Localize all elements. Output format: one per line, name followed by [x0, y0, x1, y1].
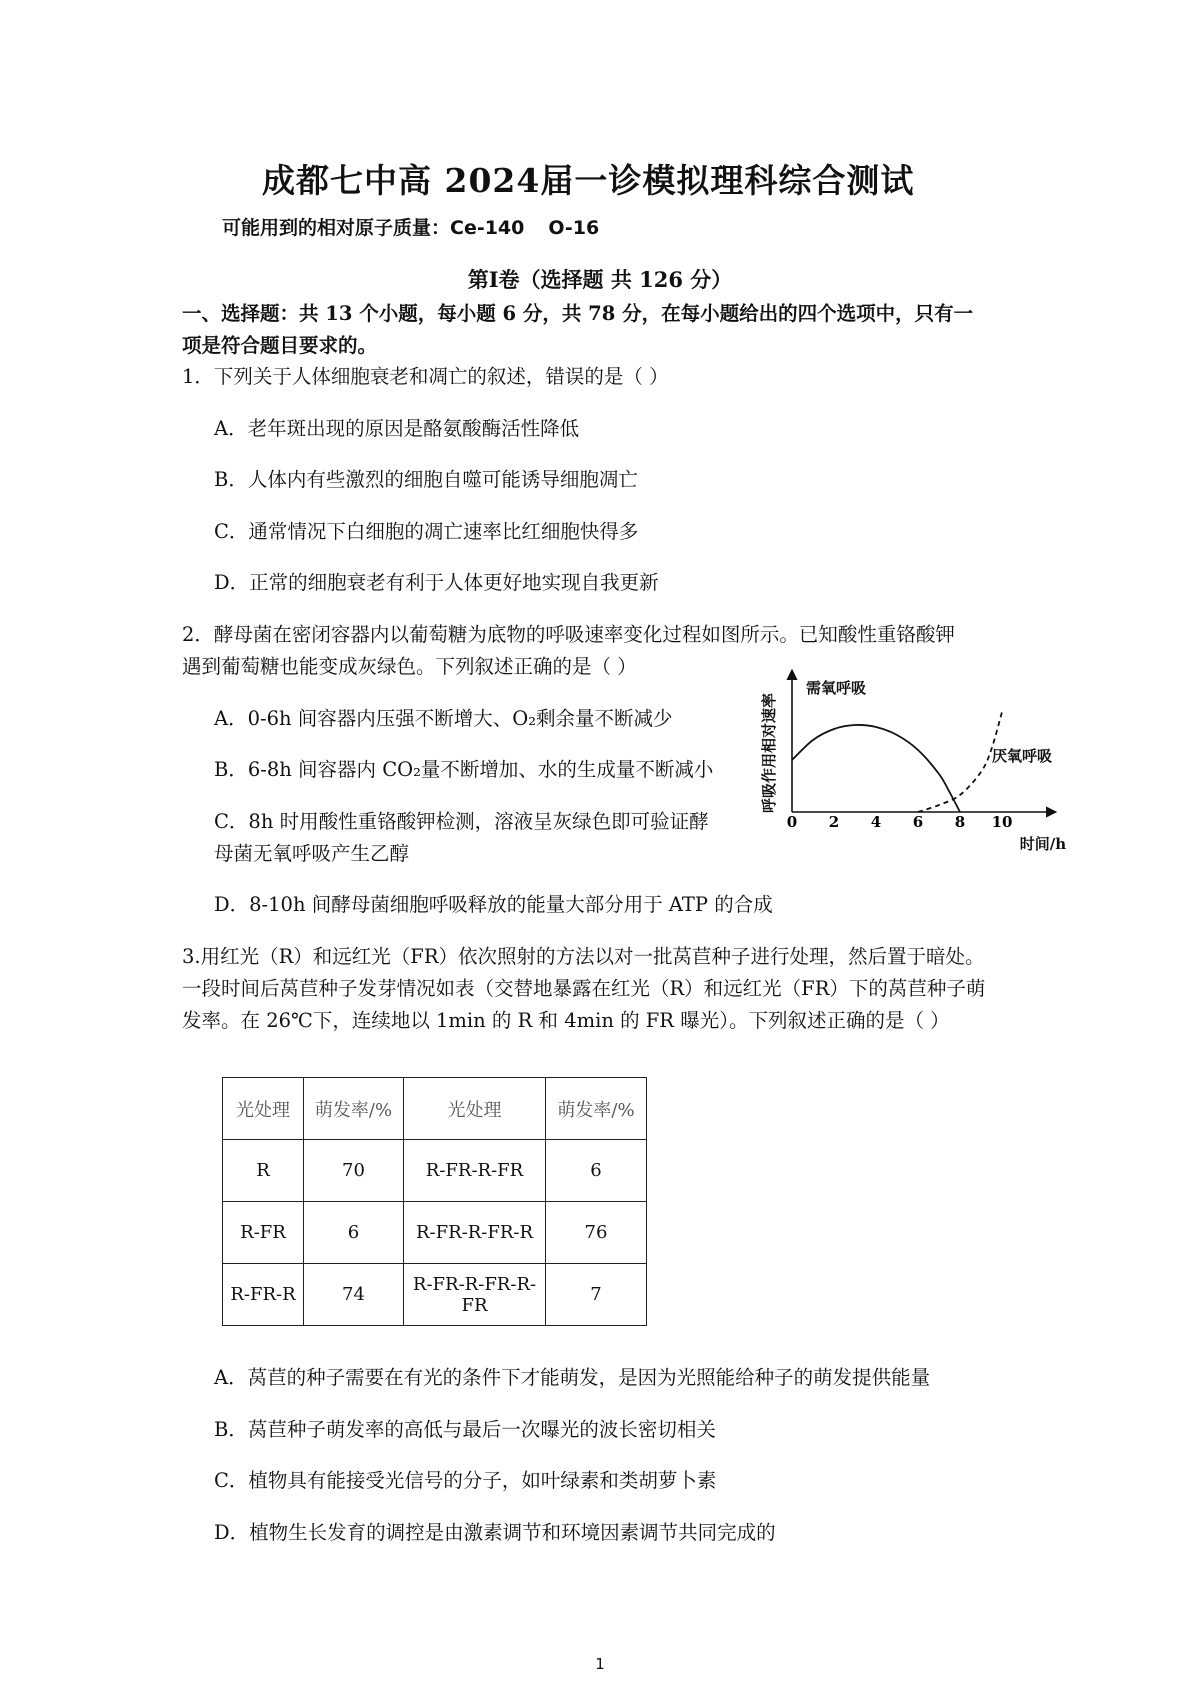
table-cell: R-FR-R-FR-R-FR [404, 1264, 546, 1326]
atomic-mass-o: O-16 [548, 217, 600, 239]
q2-option-a: A．0-6h 间容器内压强不断增大、O₂剩余量不断减少 [214, 707, 673, 730]
q3-stem-line1: 3.用红光（R）和远红光（FR）依次照射的方法以对一批莴苣种子进行处理，然后置于暗处。 [182, 945, 985, 968]
table-header-cell: 光处理 [404, 1078, 546, 1140]
x-axis-label: 时间/h [1019, 835, 1067, 853]
x-tick-label: 4 [870, 813, 882, 831]
table-cell: 7 [546, 1264, 647, 1326]
series-anaerobic-label: 厌氧呼吸 [992, 747, 1053, 765]
x-tick-label: 8 [954, 813, 966, 831]
q1-option-d: D．正常的细胞衰老有利于人体更好地实现自我更新 [214, 571, 659, 594]
atomic-mass-ce: 可能用到的相对原子质量：Ce-140 [222, 217, 525, 239]
page-number: 1 [595, 1655, 605, 1673]
q1-option-b: B．人体内有些激烈的细胞自噬可能诱导细胞凋亡 [214, 468, 638, 491]
table-cell: 6 [546, 1140, 647, 1202]
germination-table [222, 1077, 647, 1326]
table-cell: R-FR-R-FR [404, 1140, 546, 1202]
q2-option-b: B．6-8h 间容器内 CO₂量不断增加、水的生成量不断减小 [214, 758, 714, 781]
q2-option-d: D．8-10h 间酵母菌细胞呼吸释放的能量大部分用于 ATP 的合成 [214, 893, 773, 916]
q1-option-a: A．老年斑出现的原因是酪氨酸酶活性降低 [214, 417, 580, 440]
table-row [223, 1264, 647, 1326]
q3-option-b: B．莴苣种子萌发率的高低与最后一次曝光的波长密切相关 [214, 1418, 716, 1441]
table-header-cell: 萌发率/% [304, 1078, 404, 1140]
x-tick-label: 2 [828, 813, 840, 831]
table-row [223, 1140, 647, 1202]
table-cell: R [223, 1140, 304, 1202]
table-cell: 70 [304, 1140, 404, 1202]
respiration-rate-chart [755, 665, 1075, 865]
q3-stem-line3: 发率。在 26℃下，连续地以 1min 的 R 和 4min 的 FR 曝光）。下列叙述正确的是（ ） [182, 1009, 950, 1032]
section-instruction-line2: 项是符合题目要求的。 [182, 334, 378, 357]
q3-option-a: A．莴苣的种子需要在有光的条件下才能萌发，是因为光照能给种子的萌发提供能量 [214, 1366, 931, 1389]
q2-option-c: C．8h 时用酸性重铬酸钾检测，溶液呈灰绿色即可验证酵 [214, 810, 709, 833]
series-aerobic-label: 需氧呼吸 [806, 679, 867, 697]
q3-option-d: D．植物生长发育的调控是由激素调节和环境因素调节共同完成的 [214, 1521, 776, 1544]
table-row [223, 1202, 647, 1264]
x-tick-label: 10 [991, 813, 1013, 831]
q2-stem-line2: 遇到葡萄糖也能变成灰绿色。下列叙述正确的是（ ） [182, 655, 637, 678]
q3-stem-line2: 一段时间后莴苣种子发芽情况如表（交替地暴露在红光（R）和远红光（FR）下的莴苣种子萌 [182, 977, 986, 1000]
q2-option-c-cont: 母菌无氧呼吸产生乙醇 [214, 842, 410, 865]
x-tick-label: 6 [912, 813, 924, 831]
table-header-cell: 萌发率/% [546, 1078, 647, 1140]
volume-heading: 第Ⅰ卷（选择题 共 126 分） [467, 267, 733, 292]
table-cell: R-FR-R [223, 1264, 304, 1326]
table-header-cell: 光处理 [223, 1078, 304, 1140]
table-cell: R-FR [223, 1202, 304, 1264]
table-cell: 76 [546, 1202, 647, 1264]
table-cell: 74 [304, 1264, 404, 1326]
q1-stem: 1．下列关于人体细胞衰老和凋亡的叙述，错误的是（ ） [182, 365, 669, 388]
q2-stem-line1: 2．酵母菌在密闭容器内以葡萄糖为底物的呼吸速率变化过程如图所示。已知酸性重铬酸钾 [182, 623, 955, 646]
page-title: 成都七中高 2024届一诊模拟理科综合测试 [262, 161, 915, 200]
table-cell: 6 [304, 1202, 404, 1264]
series-anaerobic-line [918, 712, 1002, 812]
q1-option-c: C．通常情况下白细胞的凋亡速率比红细胞快得多 [214, 520, 639, 543]
q3-option-c: C．植物具有能接受光信号的分子，如叶绿素和类胡萝卜素 [214, 1469, 717, 1492]
y-axis-label: 呼吸作用相对速率 [760, 692, 778, 814]
atomic-mass-line [222, 213, 623, 240]
x-tick-label: 0 [786, 813, 798, 831]
table-cell: R-FR-R-FR-R [404, 1202, 546, 1264]
section-instruction-line1: 一、选择题：共 13 个小题，每小题 6 分，共 78 分，在每小题给出的四个选项中，只有一 [182, 302, 974, 325]
series-aerobic-line [792, 725, 960, 812]
table-header-row [223, 1078, 647, 1140]
